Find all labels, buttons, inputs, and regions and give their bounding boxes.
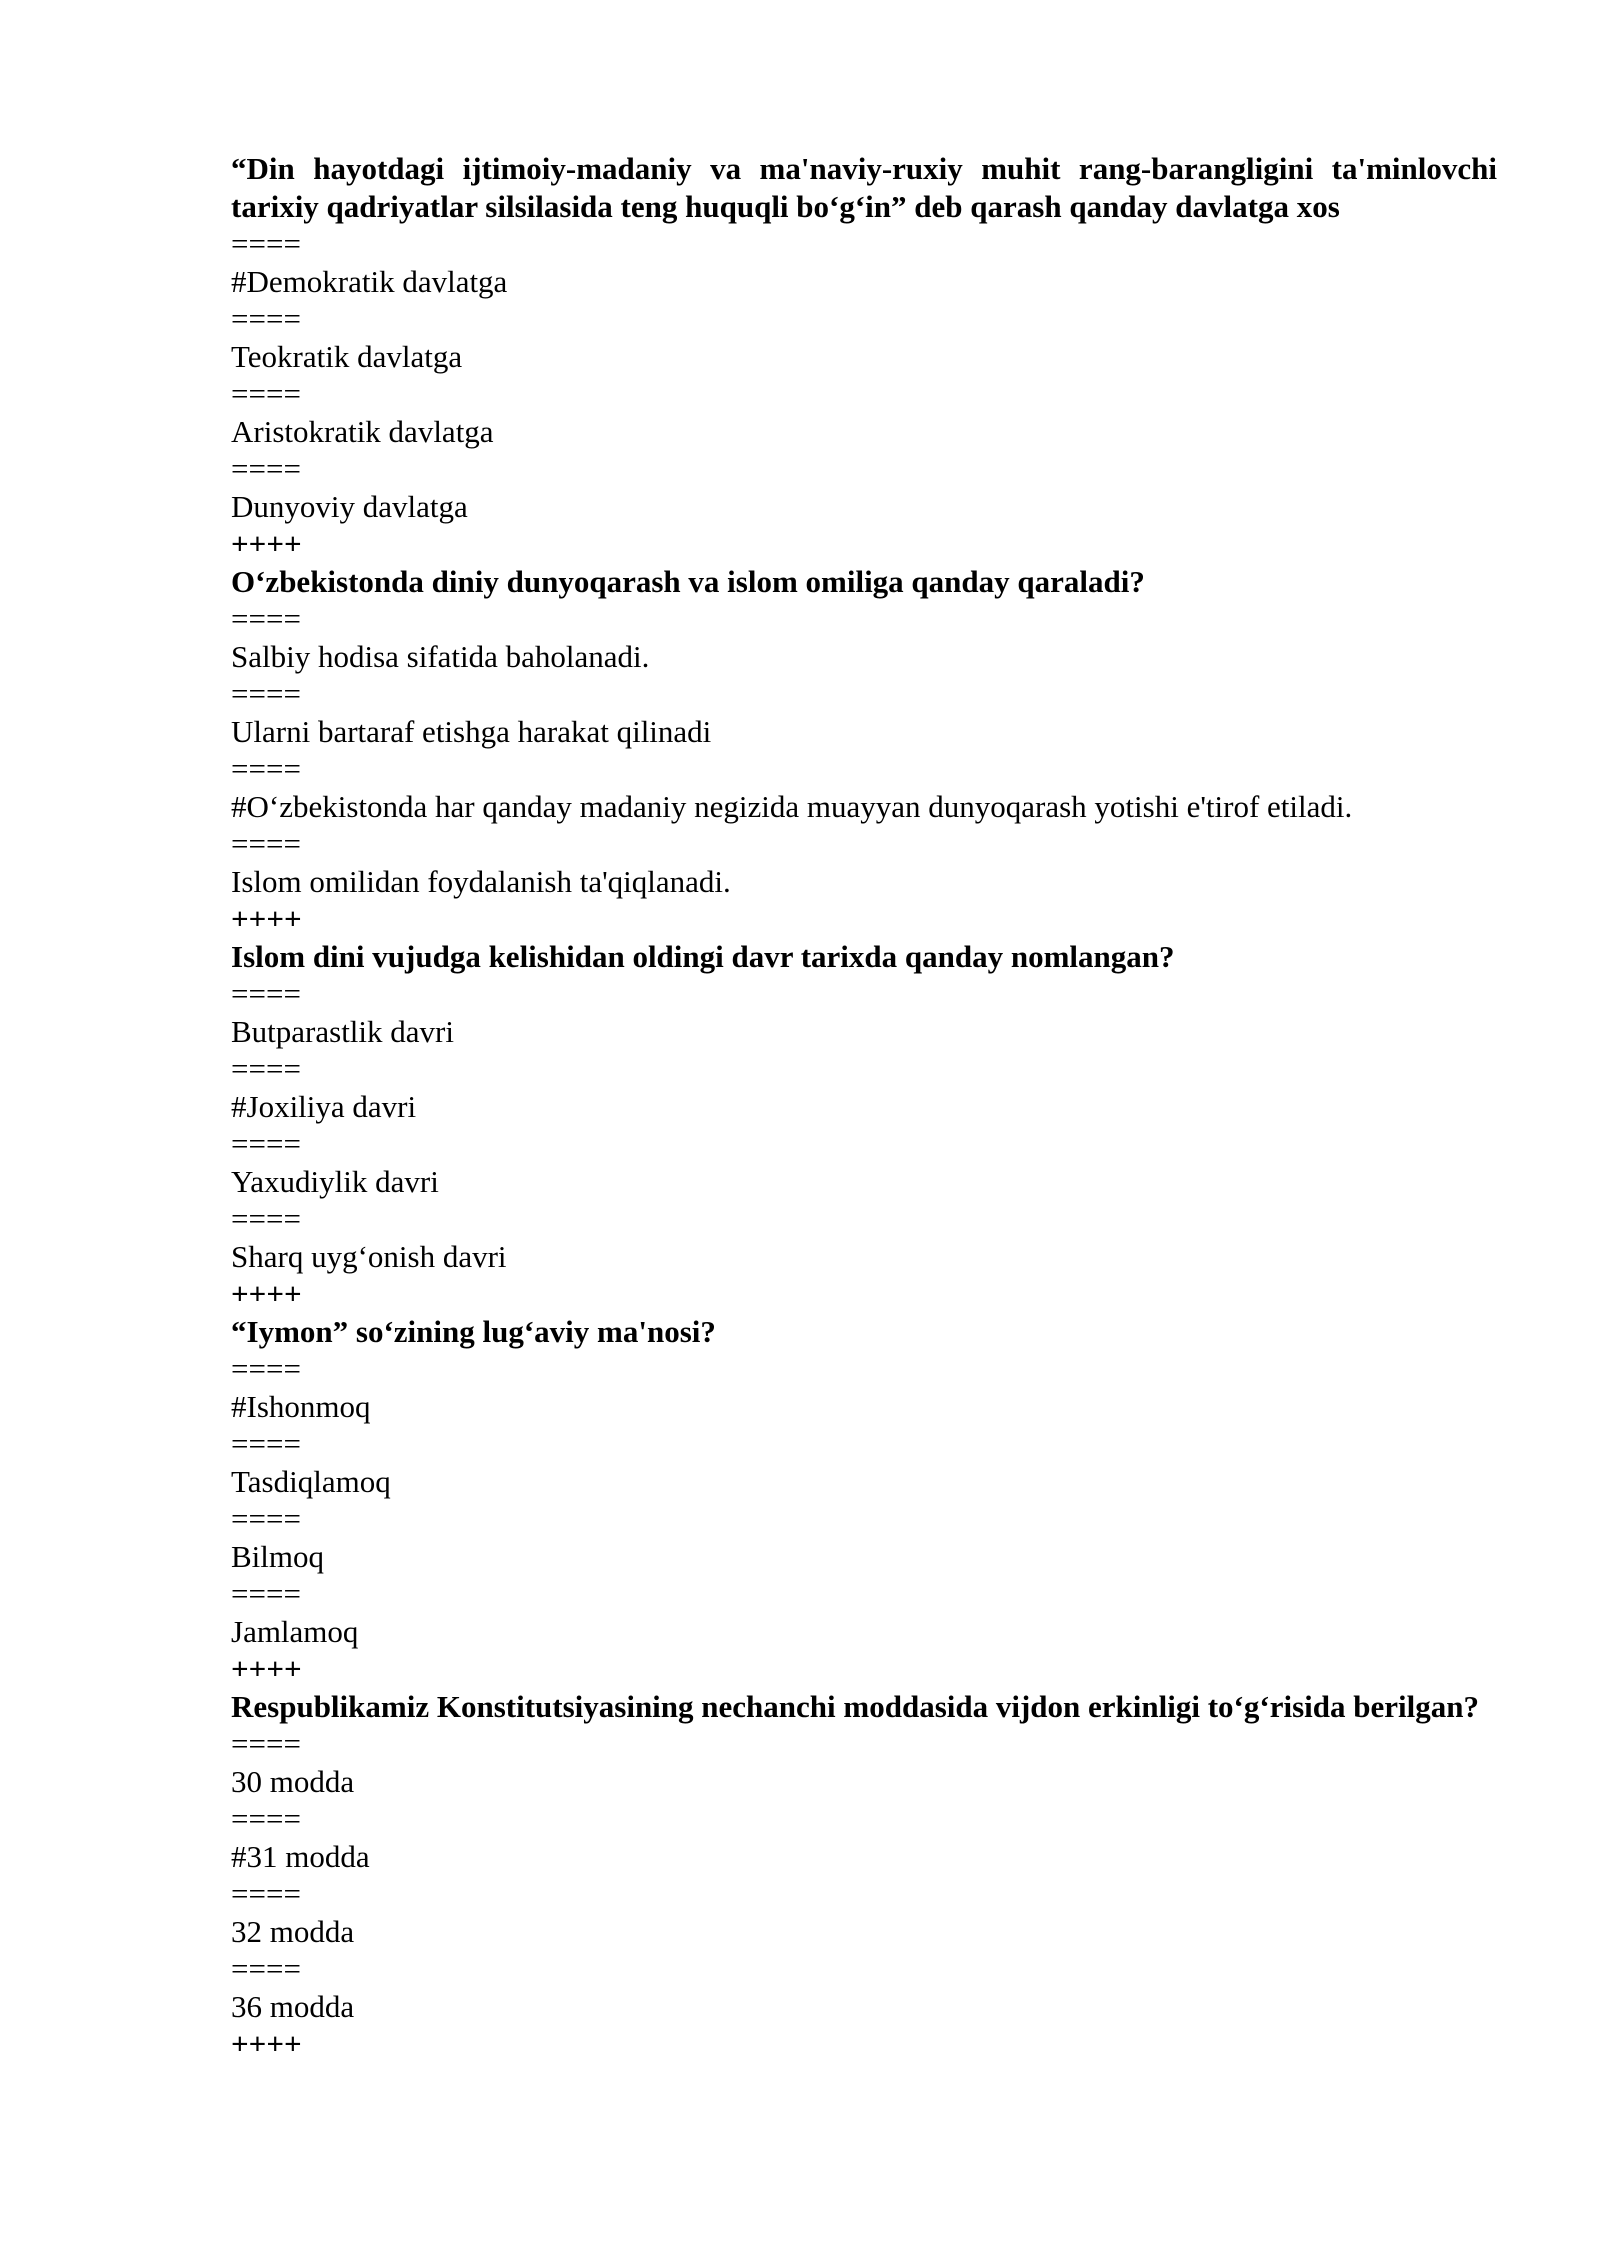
separator: ==== — [231, 1801, 301, 1836]
answer-option: Salbiy hodisa sifatida baholanadi. — [231, 638, 650, 674]
separator: ==== — [231, 376, 301, 411]
answer-option: #Ishonmoq — [231, 1388, 371, 1424]
separator: ==== — [231, 1126, 301, 1161]
question-text: Islom dini vujudga kelishidan oldingi davr tarixda qanday nomlangan? — [231, 938, 1175, 974]
answer-option: Islom omilidan foydalanish ta'qiqlanadi. — [231, 863, 731, 899]
answer-option: Butparastlik davri — [231, 1013, 454, 1049]
separator: ==== — [231, 1501, 301, 1536]
block-end-marker: ++++ — [231, 1651, 302, 1686]
separator: ==== — [231, 1051, 301, 1086]
separator: ==== — [231, 1951, 301, 1986]
separator: ==== — [231, 751, 301, 786]
answer-option: #Demokratik davlatga — [231, 263, 508, 299]
answer-option: #O‘zbekistonda har qanday madaniy negizida muayyan dunyoqarash yotishi e'tirof etiladi. — [231, 788, 1353, 824]
answer-option: 36 modda — [231, 1988, 355, 2024]
separator: ==== — [231, 1576, 301, 1611]
separator: ==== — [231, 601, 301, 636]
separator: ==== — [231, 1426, 301, 1461]
separator: ==== — [231, 451, 301, 486]
separator: ==== — [231, 676, 301, 711]
answer-option: #Joxiliya davri — [231, 1088, 417, 1124]
answer-option: Ularni bartaraf etishga harakat qilinadi — [231, 713, 712, 749]
block-end-marker: ++++ — [231, 2026, 302, 2061]
separator: ==== — [231, 976, 301, 1011]
answer-option: #31 modda — [231, 1838, 370, 1874]
block-end-marker: ++++ — [231, 1276, 302, 1311]
answer-option: Aristokratik davlatga — [231, 413, 494, 449]
separator: ==== — [231, 1351, 301, 1386]
answer-option: Jamlamoq — [231, 1613, 359, 1649]
separator: ==== — [231, 1726, 301, 1761]
answer-option: 32 modda — [231, 1913, 355, 1949]
question-text: “Iymon” so‘zining lug‘aviy ma'nosi? — [231, 1313, 716, 1349]
block-end-marker: ++++ — [231, 526, 302, 561]
separator: ==== — [231, 826, 301, 861]
separator: ==== — [231, 226, 301, 261]
answer-option: Bilmoq — [231, 1538, 325, 1574]
answer-option: Yaxudiylik davri — [231, 1163, 439, 1199]
question-text: Respublikamiz Konstitutsiyasining nechanchi moddasida vijdon erkinligi to‘g‘risida berilgan? — [231, 1688, 1479, 1724]
block-end-marker: ++++ — [231, 901, 302, 936]
question-text: “Din hayotdagi ijtimoiy-madaniy va ma'naviy-ruxiy muhit rang-barangligini ta'minlovchi tarixiy qadriyatlar silsilasida teng huquqli bo‘g‘in” deb qarash qanday davlatga xos — [231, 151, 1497, 224]
separator: ==== — [231, 301, 301, 336]
answer-option: Dunyoviy davlatga — [231, 488, 468, 524]
answer-option: Sharq uyg‘onish davri — [231, 1238, 507, 1274]
answer-option: Tasdiqlamoq — [231, 1463, 391, 1499]
test-content — [231, 150, 1497, 2063]
separator: ==== — [231, 1876, 301, 1911]
separator: ==== — [231, 1201, 301, 1236]
answer-option: Teokratik davlatga — [231, 338, 463, 374]
answer-option: 30 modda — [231, 1763, 355, 1799]
question-text: O‘zbekistonda diniy dunyoqarash va islom omiliga qanday qaraladi? — [231, 563, 1145, 599]
